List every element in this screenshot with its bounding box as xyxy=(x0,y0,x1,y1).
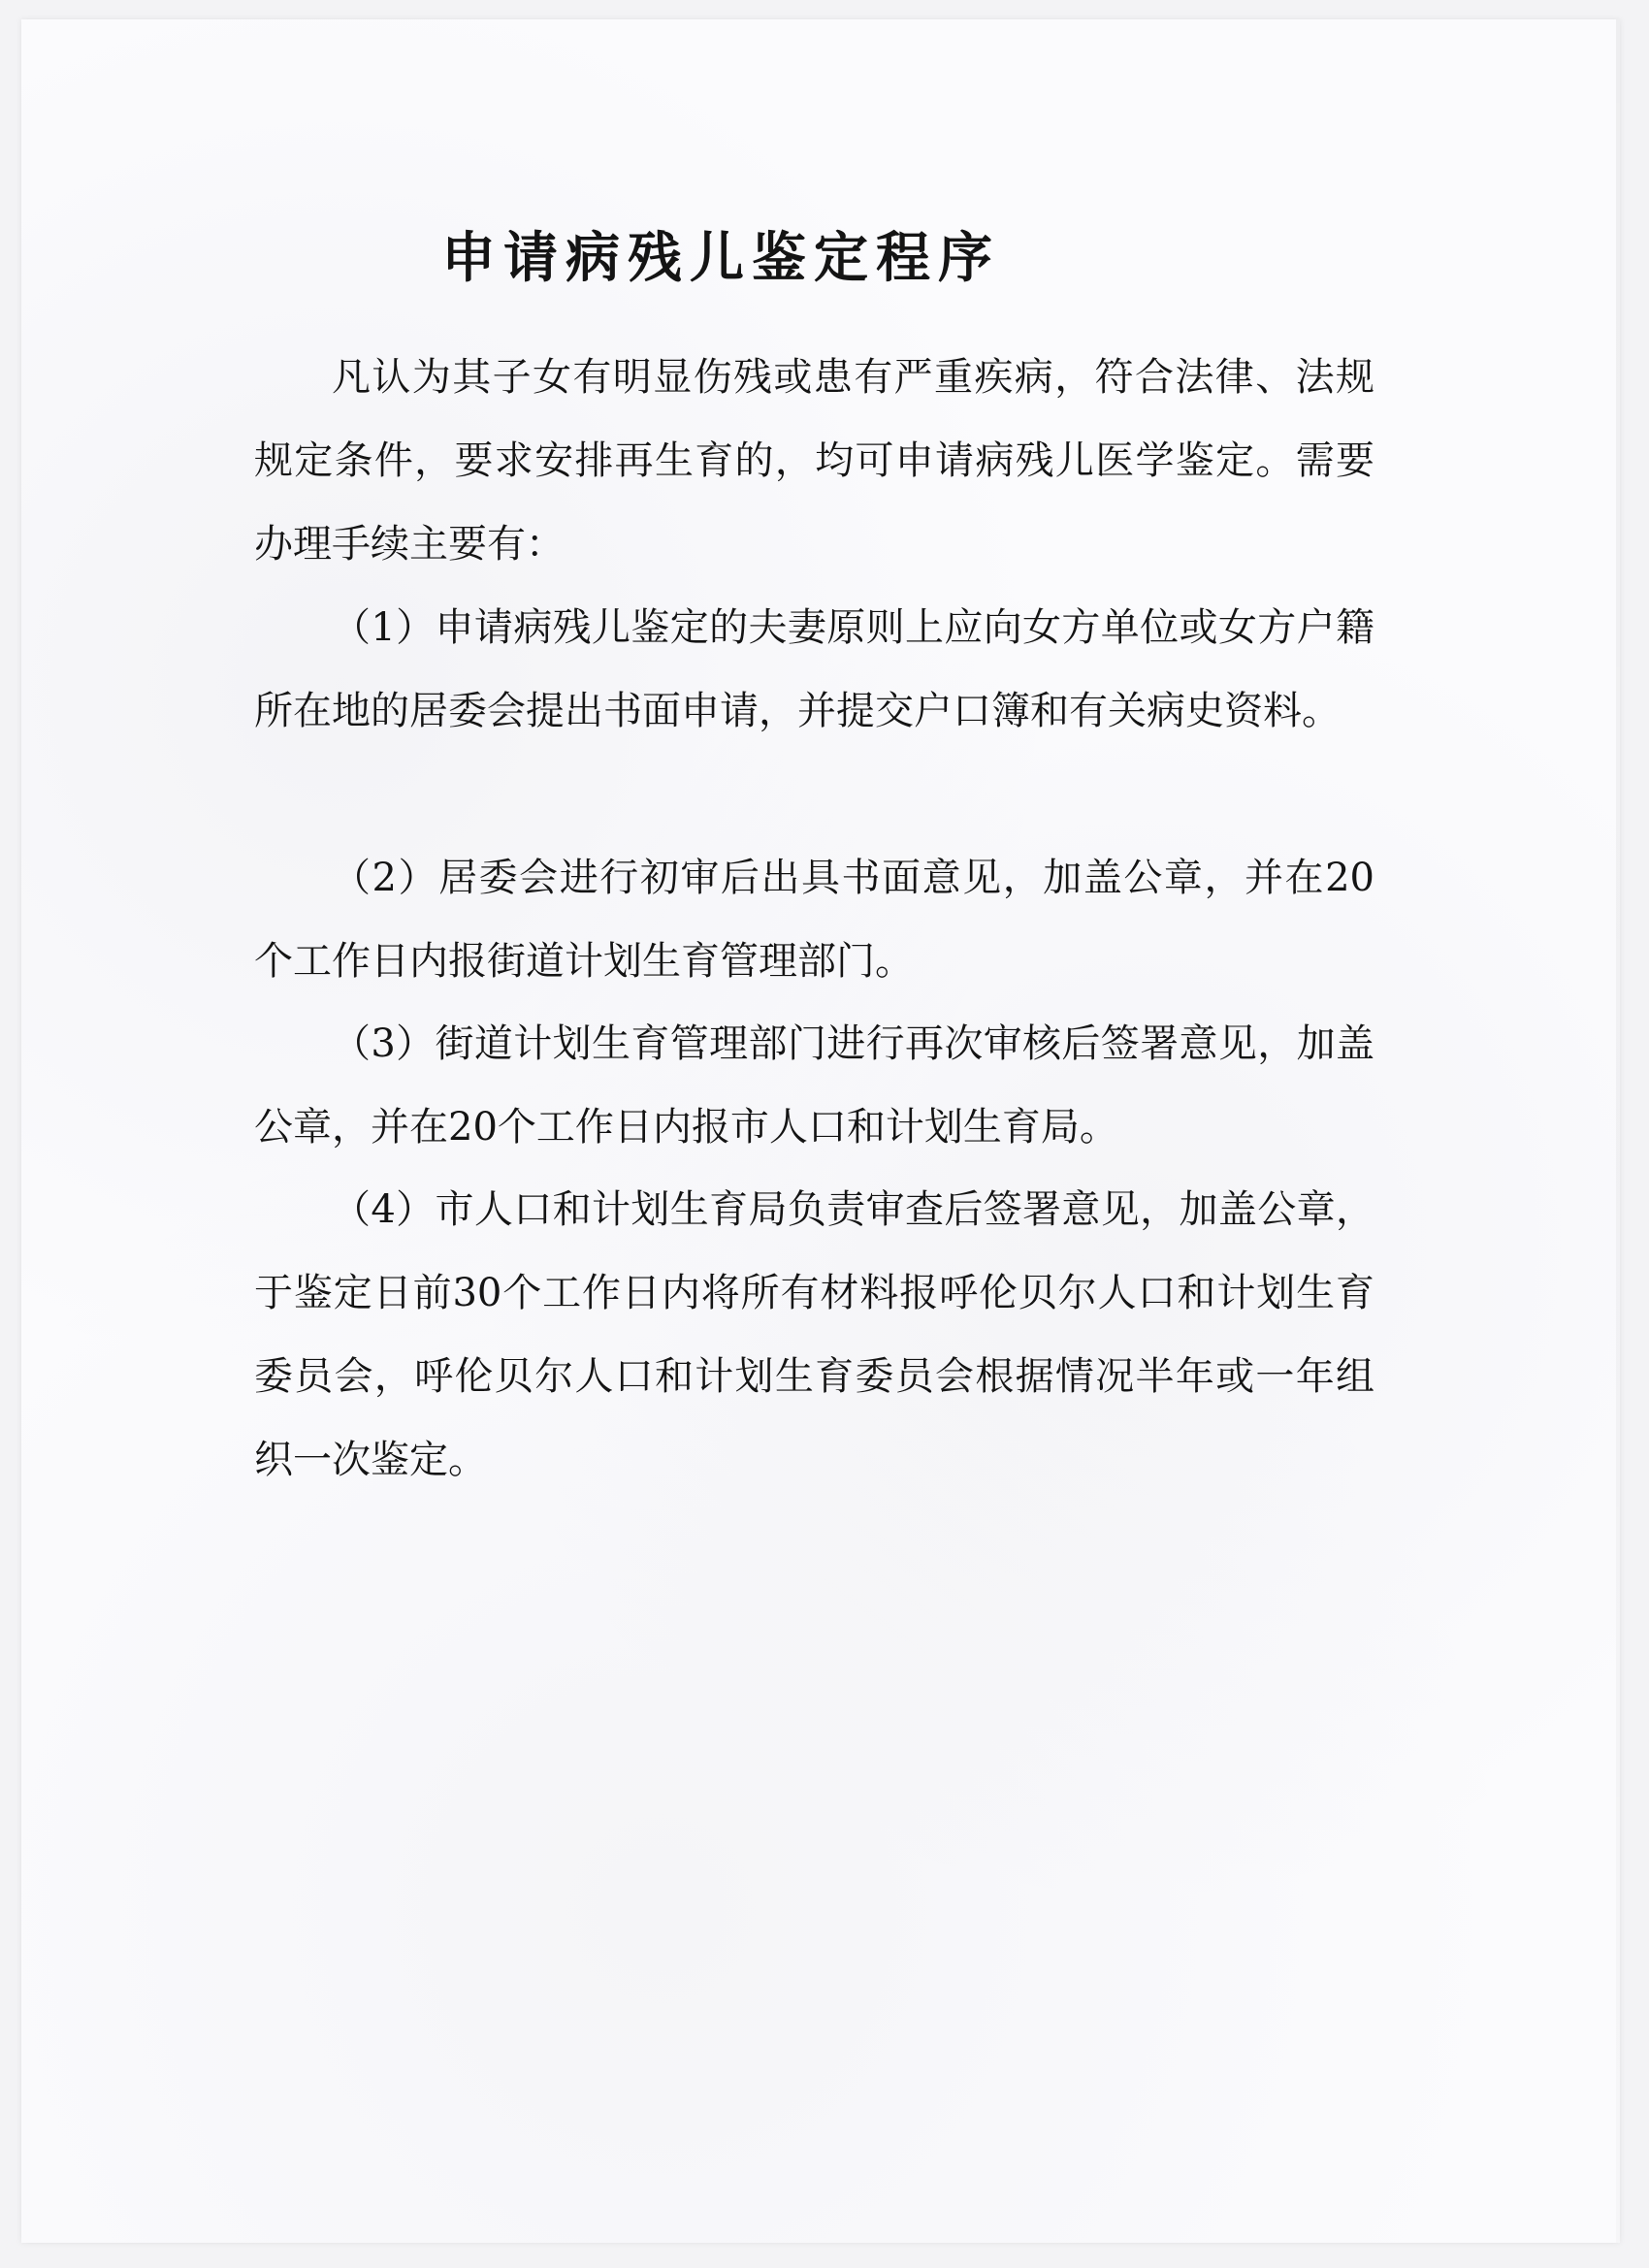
intro-paragraph: 凡认为其子女有明显伤残或患有严重疾病，符合法律、法规规定条件，要求安排再生育的，均可申请病残儿医学鉴定。需要办理手续主要有： xyxy=(254,355,1374,567)
step-4-paragraph: （4）市人口和计划生育局负责审查后签署意见，加盖公章，于鉴定日前30个工作日内将所有材料报呼伦贝尔人口和计划生育委员会，呼伦贝尔人口和计划生育委员会根据情况半年或一年组织一次鉴定。 xyxy=(254,1187,1374,1482)
step-1-paragraph: （1）申请病残儿鉴定的夫妻原则上应向女方单位或女方户籍所在地的居委会提出书面申请，并提交户口簿和有关病史资料。 xyxy=(254,605,1374,733)
scan-edge xyxy=(1616,19,1620,2243)
document-title: 申请病残儿鉴定程序 xyxy=(441,226,1000,290)
step-2-paragraph: （2）居委会进行初审后出具书面意见，加盖公章，并在20个工作日内报街道计划生育管理部门。 xyxy=(254,856,1374,984)
step-3-paragraph: （3）街道计划生育管理部门进行再次审核后签署意见，加盖公章，并在20个工作日内报市人口和计划生育局。 xyxy=(254,1021,1374,1150)
